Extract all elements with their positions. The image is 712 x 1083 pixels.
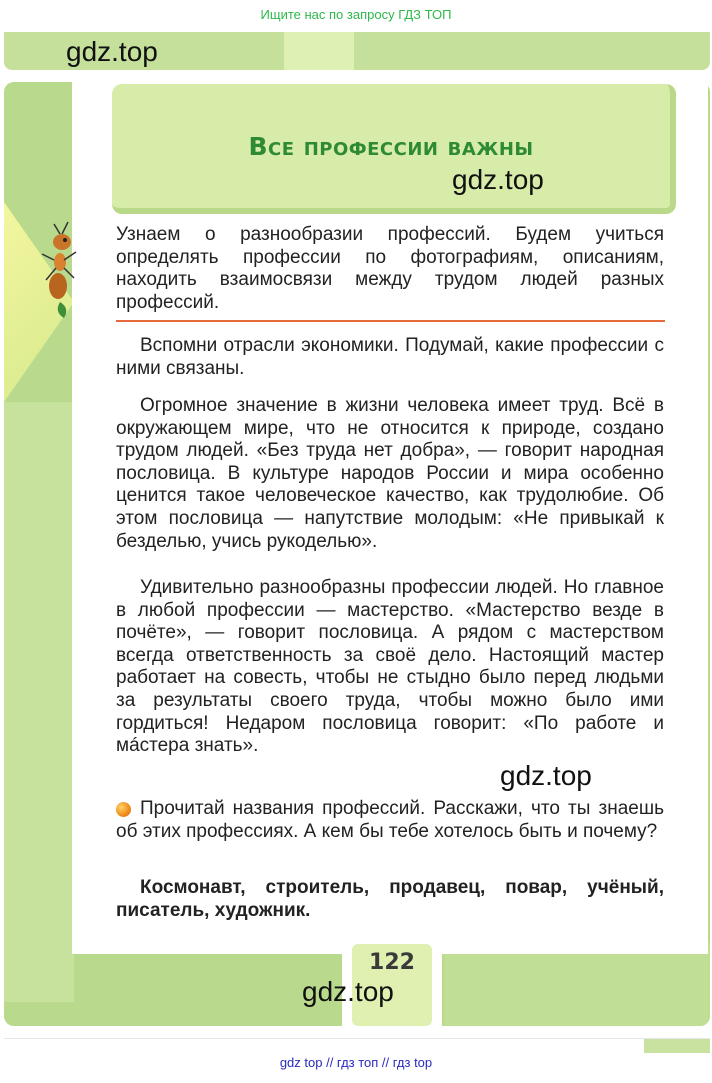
watermark: gdz.top [500, 760, 592, 791]
paragraph-mastery: Удивительно разнообразны профессии людей. Но главное в любой профессии — мастерство. «Мастерство везде в почёте», — говорит пословица. А рядом с мастерством всегда ответственность за своё дело. Настоящий мастер работает на совесть, чтобы не стыдно было перед людьми за результаты своего труда, чтобы можно было ими гордиться! Недаром пословица говорит: «По работе и мáстера знать». [116, 577, 664, 757]
decorative-shape [4, 402, 74, 1002]
decorative-shape [444, 942, 710, 1026]
professions-list: Космонавт, строитель, продавец, повар, учёный, писатель, художник. [116, 877, 664, 921]
paragraph-labor: Огромное значение в жизни человека имеет труд. Всё в окружающем мире, что не относится к природе, создано трудом людей. «Без труда нет добра», — говорит народная пословица. В культуре народов России и мира особенно ценится такое человеческое качество, как трудолюбие. Об этом пословица — напутствие молодым: «Не привыкай к безделью, учись рукоделью». [116, 395, 664, 552]
page-title: Все профессии важны [248, 132, 534, 161]
recall-task: Вспомни отрасли экономики. Подумай, какие профессии с ними связаны. [116, 335, 664, 379]
question-task: Прочитай названия профессий. Расскажи, что ты знаешь об этих профессиях. А кем бы тебе хотелось быть и почему? [116, 798, 664, 842]
ant-mascot-icon [40, 220, 80, 320]
title-banner [112, 84, 676, 214]
page-number: 122 [369, 950, 415, 975]
top-banner-text[interactable]: Ищите нас по запросу ГДЗ ТОП [260, 7, 452, 22]
watermark: gdz.top [66, 36, 158, 67]
leaf-decoration [644, 1039, 710, 1053]
divider-line [116, 320, 665, 322]
watermark: gdz.top [452, 164, 544, 195]
footer-links[interactable]: gdz top // гдз топ // гдз top [279, 1055, 433, 1070]
watermark: gdz.top [302, 976, 394, 1007]
leaf-decoration [284, 32, 354, 70]
lesson-intro: Узнаем о разнообразии профессий. Будем учиться определять профессии по фотографиям, описаниям, находить взаимосвязи между трудом людей разных профессий. [116, 224, 664, 313]
